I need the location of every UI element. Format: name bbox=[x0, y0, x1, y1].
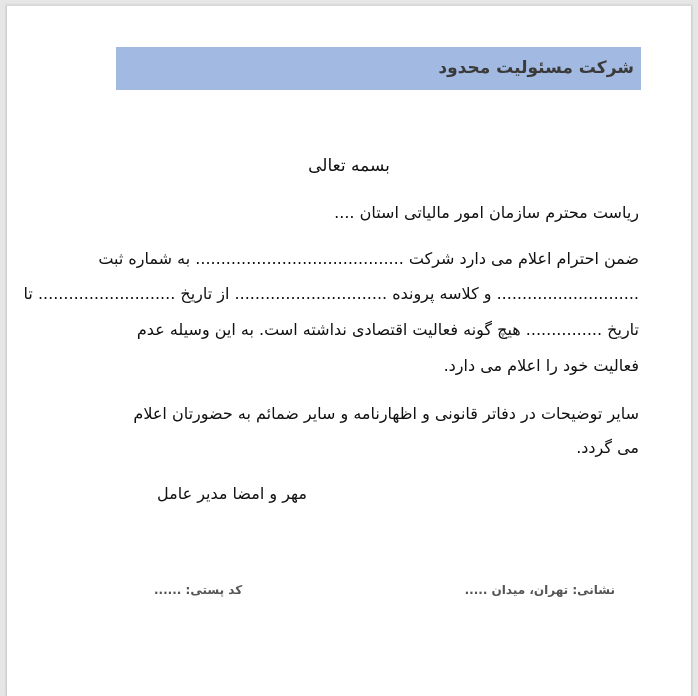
company-title-banner: شرکت مسئولیت محدود bbox=[116, 47, 641, 90]
remarks-line-2: می گردد. bbox=[576, 438, 639, 457]
body-line-3: تاریخ ............... هیچ گونه فعالیت اقتصادی نداشته است. به این وسیله عدم bbox=[136, 320, 639, 339]
footer-postal-code: کد پستی: ...... bbox=[154, 583, 243, 597]
body-line-1: ضمن احترام اعلام می دارد شرکت ......................................... به شماره ثبت bbox=[98, 249, 639, 268]
basmala-heading: بسمه تعالی bbox=[308, 156, 390, 176]
footer-address: نشانی: تهران، میدان ..... bbox=[464, 583, 615, 597]
remarks-line-1: سایر توضیحات در دفاتر قانونی و اظهارنامه و سایر ضمائم به حضورتان اعلام bbox=[133, 404, 639, 423]
body-line-2: ............................ و کلاسه پرونده .............................. از تاریخ ........................... تا bbox=[23, 284, 639, 303]
addressee-line: ریاست محترم سازمان امور مالیاتی استان .... bbox=[334, 203, 639, 222]
signature-label: مهر و امضا مدیر عامل bbox=[157, 484, 307, 503]
body-line-4: فعالیت خود را اعلام می دارد. bbox=[443, 356, 639, 375]
document-page bbox=[6, 5, 692, 696]
